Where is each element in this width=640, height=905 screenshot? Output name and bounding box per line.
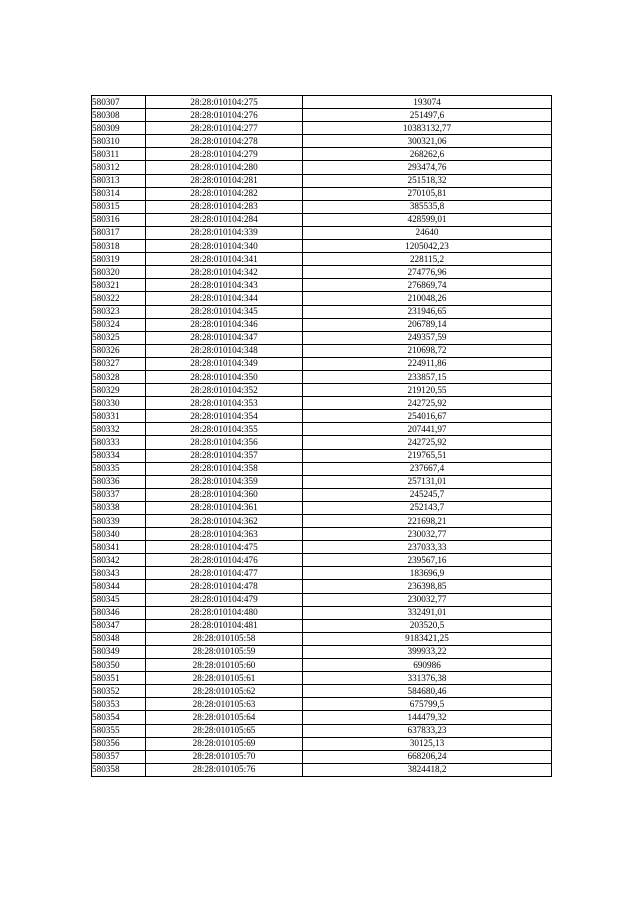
table-row [92, 279, 552, 292]
cadastral-number-cell: 28:28:010104:284 [146, 213, 303, 226]
table-row [92, 763, 552, 776]
row-number-cell: 580349 [92, 645, 146, 658]
cadastral-number-cell: 28:28:010104:359 [146, 475, 303, 488]
cadastral-number-cell: 28:28:010104:339 [146, 226, 303, 239]
cadastral-number-cell: 28:28:010104:357 [146, 449, 303, 462]
table-row [92, 606, 552, 619]
row-number-cell: 580316 [92, 213, 146, 226]
cadastral-value-cell: 219765,51 [303, 449, 552, 462]
cadastral-value-cell: 237033,33 [303, 541, 552, 554]
cadastral-number-cell: 28:28:010104:346 [146, 318, 303, 331]
table-row [92, 711, 552, 724]
table-row [92, 226, 552, 239]
cadastral-number-cell: 28:28:010104:276 [146, 109, 303, 122]
cadastral-number-cell: 28:28:010104:344 [146, 292, 303, 305]
row-number-cell: 580313 [92, 174, 146, 187]
table-row [92, 685, 552, 698]
table-row [92, 135, 552, 148]
table-row [92, 148, 552, 161]
cadastral-number-cell: 28:28:010104:343 [146, 279, 303, 292]
cadastral-number-cell: 28:28:010105:76 [146, 763, 303, 776]
cadastral-number-cell: 28:28:010105:70 [146, 750, 303, 763]
table-row [92, 488, 552, 501]
cadastral-value-cell: 1205042,23 [303, 240, 552, 253]
table-row [92, 384, 552, 397]
cadastral-number-cell: 28:28:010104:362 [146, 515, 303, 528]
cadastral-value-cell: 30125,13 [303, 737, 552, 750]
cadastral-number-cell: 28:28:010104:275 [146, 96, 303, 109]
cadastral-value-cell: 399933,22 [303, 645, 552, 658]
row-number-cell: 580326 [92, 344, 146, 357]
table-body [92, 96, 552, 777]
table-row [92, 737, 552, 750]
cadastral-value-cell: 224911,86 [303, 357, 552, 370]
row-number-cell: 580348 [92, 632, 146, 645]
cadastral-value-cell: 675799,5 [303, 698, 552, 711]
row-number-cell: 580351 [92, 672, 146, 685]
cadastral-value-cell: 193074 [303, 96, 552, 109]
row-number-cell: 580357 [92, 750, 146, 763]
cadastral-number-cell: 28:28:010104:279 [146, 148, 303, 161]
cadastral-value-cell: 203520,5 [303, 619, 552, 632]
row-number-cell: 580317 [92, 226, 146, 239]
cadastral-number-cell: 28:28:010104:350 [146, 370, 303, 383]
table-row [92, 174, 552, 187]
row-number-cell: 580358 [92, 763, 146, 776]
table-row [92, 318, 552, 331]
table-row [92, 632, 552, 645]
table-row [92, 580, 552, 593]
cadastral-number-cell: 28:28:010104:356 [146, 436, 303, 449]
row-number-cell: 580333 [92, 436, 146, 449]
cadastral-value-cell: 251497,6 [303, 109, 552, 122]
row-number-cell: 580324 [92, 318, 146, 331]
row-number-cell: 580322 [92, 292, 146, 305]
cadastral-value-cell: 428599,01 [303, 213, 552, 226]
cadastral-number-cell: 28:28:010104:283 [146, 200, 303, 213]
table-row [92, 344, 552, 357]
cadastral-value-cell: 237667,4 [303, 462, 552, 475]
row-number-cell: 580323 [92, 305, 146, 318]
cadastral-value-cell: 221698,21 [303, 515, 552, 528]
cadastral-number-cell: 28:28:010105:59 [146, 645, 303, 658]
row-number-cell: 580312 [92, 161, 146, 174]
cadastral-number-cell: 28:28:010105:61 [146, 672, 303, 685]
cadastral-number-cell: 28:28:010105:65 [146, 724, 303, 737]
row-number-cell: 580334 [92, 449, 146, 462]
table-row [92, 501, 552, 514]
table-row [92, 96, 552, 109]
row-number-cell: 580328 [92, 370, 146, 383]
table-row [92, 541, 552, 554]
row-number-cell: 580318 [92, 240, 146, 253]
cadastral-value-cell: 207441,97 [303, 423, 552, 436]
row-number-cell: 580325 [92, 331, 146, 344]
cadastral-value-cell: 210698,72 [303, 344, 552, 357]
cadastral-value-cell: 219120,55 [303, 384, 552, 397]
row-number-cell: 580341 [92, 541, 146, 554]
row-number-cell: 580355 [92, 724, 146, 737]
row-number-cell: 580310 [92, 135, 146, 148]
table-row [92, 475, 552, 488]
cadastral-number-cell: 28:28:010104:277 [146, 122, 303, 135]
cadastral-number-cell: 28:28:010104:363 [146, 528, 303, 541]
row-number-cell: 580354 [92, 711, 146, 724]
table-row [92, 698, 552, 711]
cadastral-number-cell: 28:28:010104:345 [146, 305, 303, 318]
table-row [92, 659, 552, 672]
cadastral-number-cell: 28:28:010104:479 [146, 593, 303, 606]
row-number-cell: 580314 [92, 187, 146, 200]
cadastral-number-cell: 28:28:010104:355 [146, 423, 303, 436]
table-row [92, 357, 552, 370]
cadastral-number-cell: 28:28:010105:64 [146, 711, 303, 724]
cadastral-value-cell: 228115,2 [303, 253, 552, 266]
row-number-cell: 580320 [92, 266, 146, 279]
table-row [92, 292, 552, 305]
cadastral-number-cell: 28:28:010105:69 [146, 737, 303, 750]
cadastral-value-cell: 268262,6 [303, 148, 552, 161]
cadastral-number-cell: 28:28:010104:341 [146, 253, 303, 266]
table-row [92, 567, 552, 580]
table-row [92, 645, 552, 658]
cadastral-number-cell: 28:28:010104:278 [146, 135, 303, 148]
row-number-cell: 580315 [92, 200, 146, 213]
table-row [92, 672, 552, 685]
cadastral-number-cell: 28:28:010104:477 [146, 567, 303, 580]
cadastral-value-cell: 331376,38 [303, 672, 552, 685]
row-number-cell: 580332 [92, 423, 146, 436]
row-number-cell: 580336 [92, 475, 146, 488]
cadastral-value-cell: 249357,59 [303, 331, 552, 344]
cadastral-number-cell: 28:28:010104:360 [146, 488, 303, 501]
table-row [92, 122, 552, 135]
table-row [92, 515, 552, 528]
cadastral-number-cell: 28:28:010104:349 [146, 357, 303, 370]
cadastral-value-cell: 245245,7 [303, 488, 552, 501]
cadastral-number-cell: 28:28:010104:354 [146, 410, 303, 423]
cadastral-value-cell: 668206,24 [303, 750, 552, 763]
table-row [92, 436, 552, 449]
cadastral-number-cell: 28:28:010104:347 [146, 331, 303, 344]
cadastral-value-cell: 300321,06 [303, 135, 552, 148]
row-number-cell: 580307 [92, 96, 146, 109]
cadastral-value-cell: 230032,77 [303, 528, 552, 541]
cadastral-value-cell: 231946,65 [303, 305, 552, 318]
cadastral-number-cell: 28:28:010104:353 [146, 397, 303, 410]
row-number-cell: 580337 [92, 488, 146, 501]
row-number-cell: 580330 [92, 397, 146, 410]
cadastral-value-cell: 254016,67 [303, 410, 552, 423]
cadastral-number-cell: 28:28:010104:342 [146, 266, 303, 279]
cadastral-value-cell: 276869,74 [303, 279, 552, 292]
row-number-cell: 580338 [92, 501, 146, 514]
table-row [92, 213, 552, 226]
cadastral-number-cell: 28:28:010104:480 [146, 606, 303, 619]
cadastral-number-cell: 28:28:010104:476 [146, 554, 303, 567]
table-row [92, 619, 552, 632]
row-number-cell: 580329 [92, 384, 146, 397]
row-number-cell: 580309 [92, 122, 146, 135]
row-number-cell: 580308 [92, 109, 146, 122]
cadastral-value-cell: 690986 [303, 659, 552, 672]
table-row [92, 410, 552, 423]
cadastral-value-cell: 252143,7 [303, 501, 552, 514]
table-row [92, 305, 552, 318]
row-number-cell: 580343 [92, 567, 146, 580]
cadastral-value-cell: 3824418,2 [303, 763, 552, 776]
row-number-cell: 580339 [92, 515, 146, 528]
cadastral-number-cell: 28:28:010104:358 [146, 462, 303, 475]
cadastral-value-cell: 183696,9 [303, 567, 552, 580]
row-number-cell: 580353 [92, 698, 146, 711]
table-row [92, 240, 552, 253]
table-row [92, 331, 552, 344]
cadastral-value-cell: 385535,8 [303, 200, 552, 213]
cadastral-number-cell: 28:28:010104:348 [146, 344, 303, 357]
cadastral-number-cell: 28:28:010104:478 [146, 580, 303, 593]
table-row [92, 462, 552, 475]
cadastral-number-cell: 28:28:010104:340 [146, 240, 303, 253]
table-row [92, 554, 552, 567]
cadastral-value-cell: 24640 [303, 226, 552, 239]
table-row [92, 423, 552, 436]
cadastral-number-cell: 28:28:010104:481 [146, 619, 303, 632]
row-number-cell: 580350 [92, 659, 146, 672]
cadastral-value-cell: 637833,23 [303, 724, 552, 737]
table-row [92, 528, 552, 541]
cadastral-number-cell: 28:28:010104:280 [146, 161, 303, 174]
cadastral-value-cell: 270105,81 [303, 187, 552, 200]
table-row [92, 724, 552, 737]
table-row [92, 370, 552, 383]
cadastral-value-cell: 274776,96 [303, 266, 552, 279]
cadastral-value-cell: 236398,85 [303, 580, 552, 593]
row-number-cell: 580347 [92, 619, 146, 632]
row-number-cell: 580356 [92, 737, 146, 750]
row-number-cell: 580345 [92, 593, 146, 606]
row-number-cell: 580331 [92, 410, 146, 423]
row-number-cell: 580327 [92, 357, 146, 370]
cadastral-value-cell: 239567,16 [303, 554, 552, 567]
cadastral-number-cell: 28:28:010105:62 [146, 685, 303, 698]
cadastral-value-cell: 242725,92 [303, 397, 552, 410]
row-number-cell: 580346 [92, 606, 146, 619]
table-row [92, 161, 552, 174]
row-number-cell: 580319 [92, 253, 146, 266]
table-row [92, 200, 552, 213]
cadastral-number-cell: 28:28:010105:60 [146, 659, 303, 672]
cadastral-number-cell: 28:28:010104:475 [146, 541, 303, 554]
cadastral-value-cell: 293474,76 [303, 161, 552, 174]
cadastral-value-cell: 332491,01 [303, 606, 552, 619]
cadastral-number-cell: 28:28:010104:361 [146, 501, 303, 514]
row-number-cell: 580352 [92, 685, 146, 698]
cadastral-number-cell: 28:28:010105:63 [146, 698, 303, 711]
cadastral-value-cell: 251518,32 [303, 174, 552, 187]
row-number-cell: 580344 [92, 580, 146, 593]
row-number-cell: 580340 [92, 528, 146, 541]
cadastral-value-cell: 257131,01 [303, 475, 552, 488]
cadastral-number-cell: 28:28:010104:352 [146, 384, 303, 397]
cadastral-number-cell: 28:28:010104:281 [146, 174, 303, 187]
table-row [92, 266, 552, 279]
table-row [92, 109, 552, 122]
cadastral-number-cell: 28:28:010105:58 [146, 632, 303, 645]
row-number-cell: 580321 [92, 279, 146, 292]
cadastral-value-cell: 230032,77 [303, 593, 552, 606]
cadastral-value-cell: 233857,15 [303, 370, 552, 383]
cadastral-value-cell: 9183421,25 [303, 632, 552, 645]
cadastral-value-cell: 210048,26 [303, 292, 552, 305]
cadastral-value-cell: 242725,92 [303, 436, 552, 449]
row-number-cell: 580342 [92, 554, 146, 567]
cadastral-value-cell: 144479,32 [303, 711, 552, 724]
cadastral-value-cell: 584680,46 [303, 685, 552, 698]
table-row [92, 253, 552, 266]
table-row [92, 187, 552, 200]
cadastral-value-table [91, 95, 552, 777]
cadastral-number-cell: 28:28:010104:282 [146, 187, 303, 200]
table-row [92, 593, 552, 606]
row-number-cell: 580311 [92, 148, 146, 161]
table-row [92, 449, 552, 462]
cadastral-value-cell: 10383132,77 [303, 122, 552, 135]
cadastral-value-cell: 206789,14 [303, 318, 552, 331]
row-number-cell: 580335 [92, 462, 146, 475]
table-row [92, 397, 552, 410]
table-row [92, 750, 552, 763]
